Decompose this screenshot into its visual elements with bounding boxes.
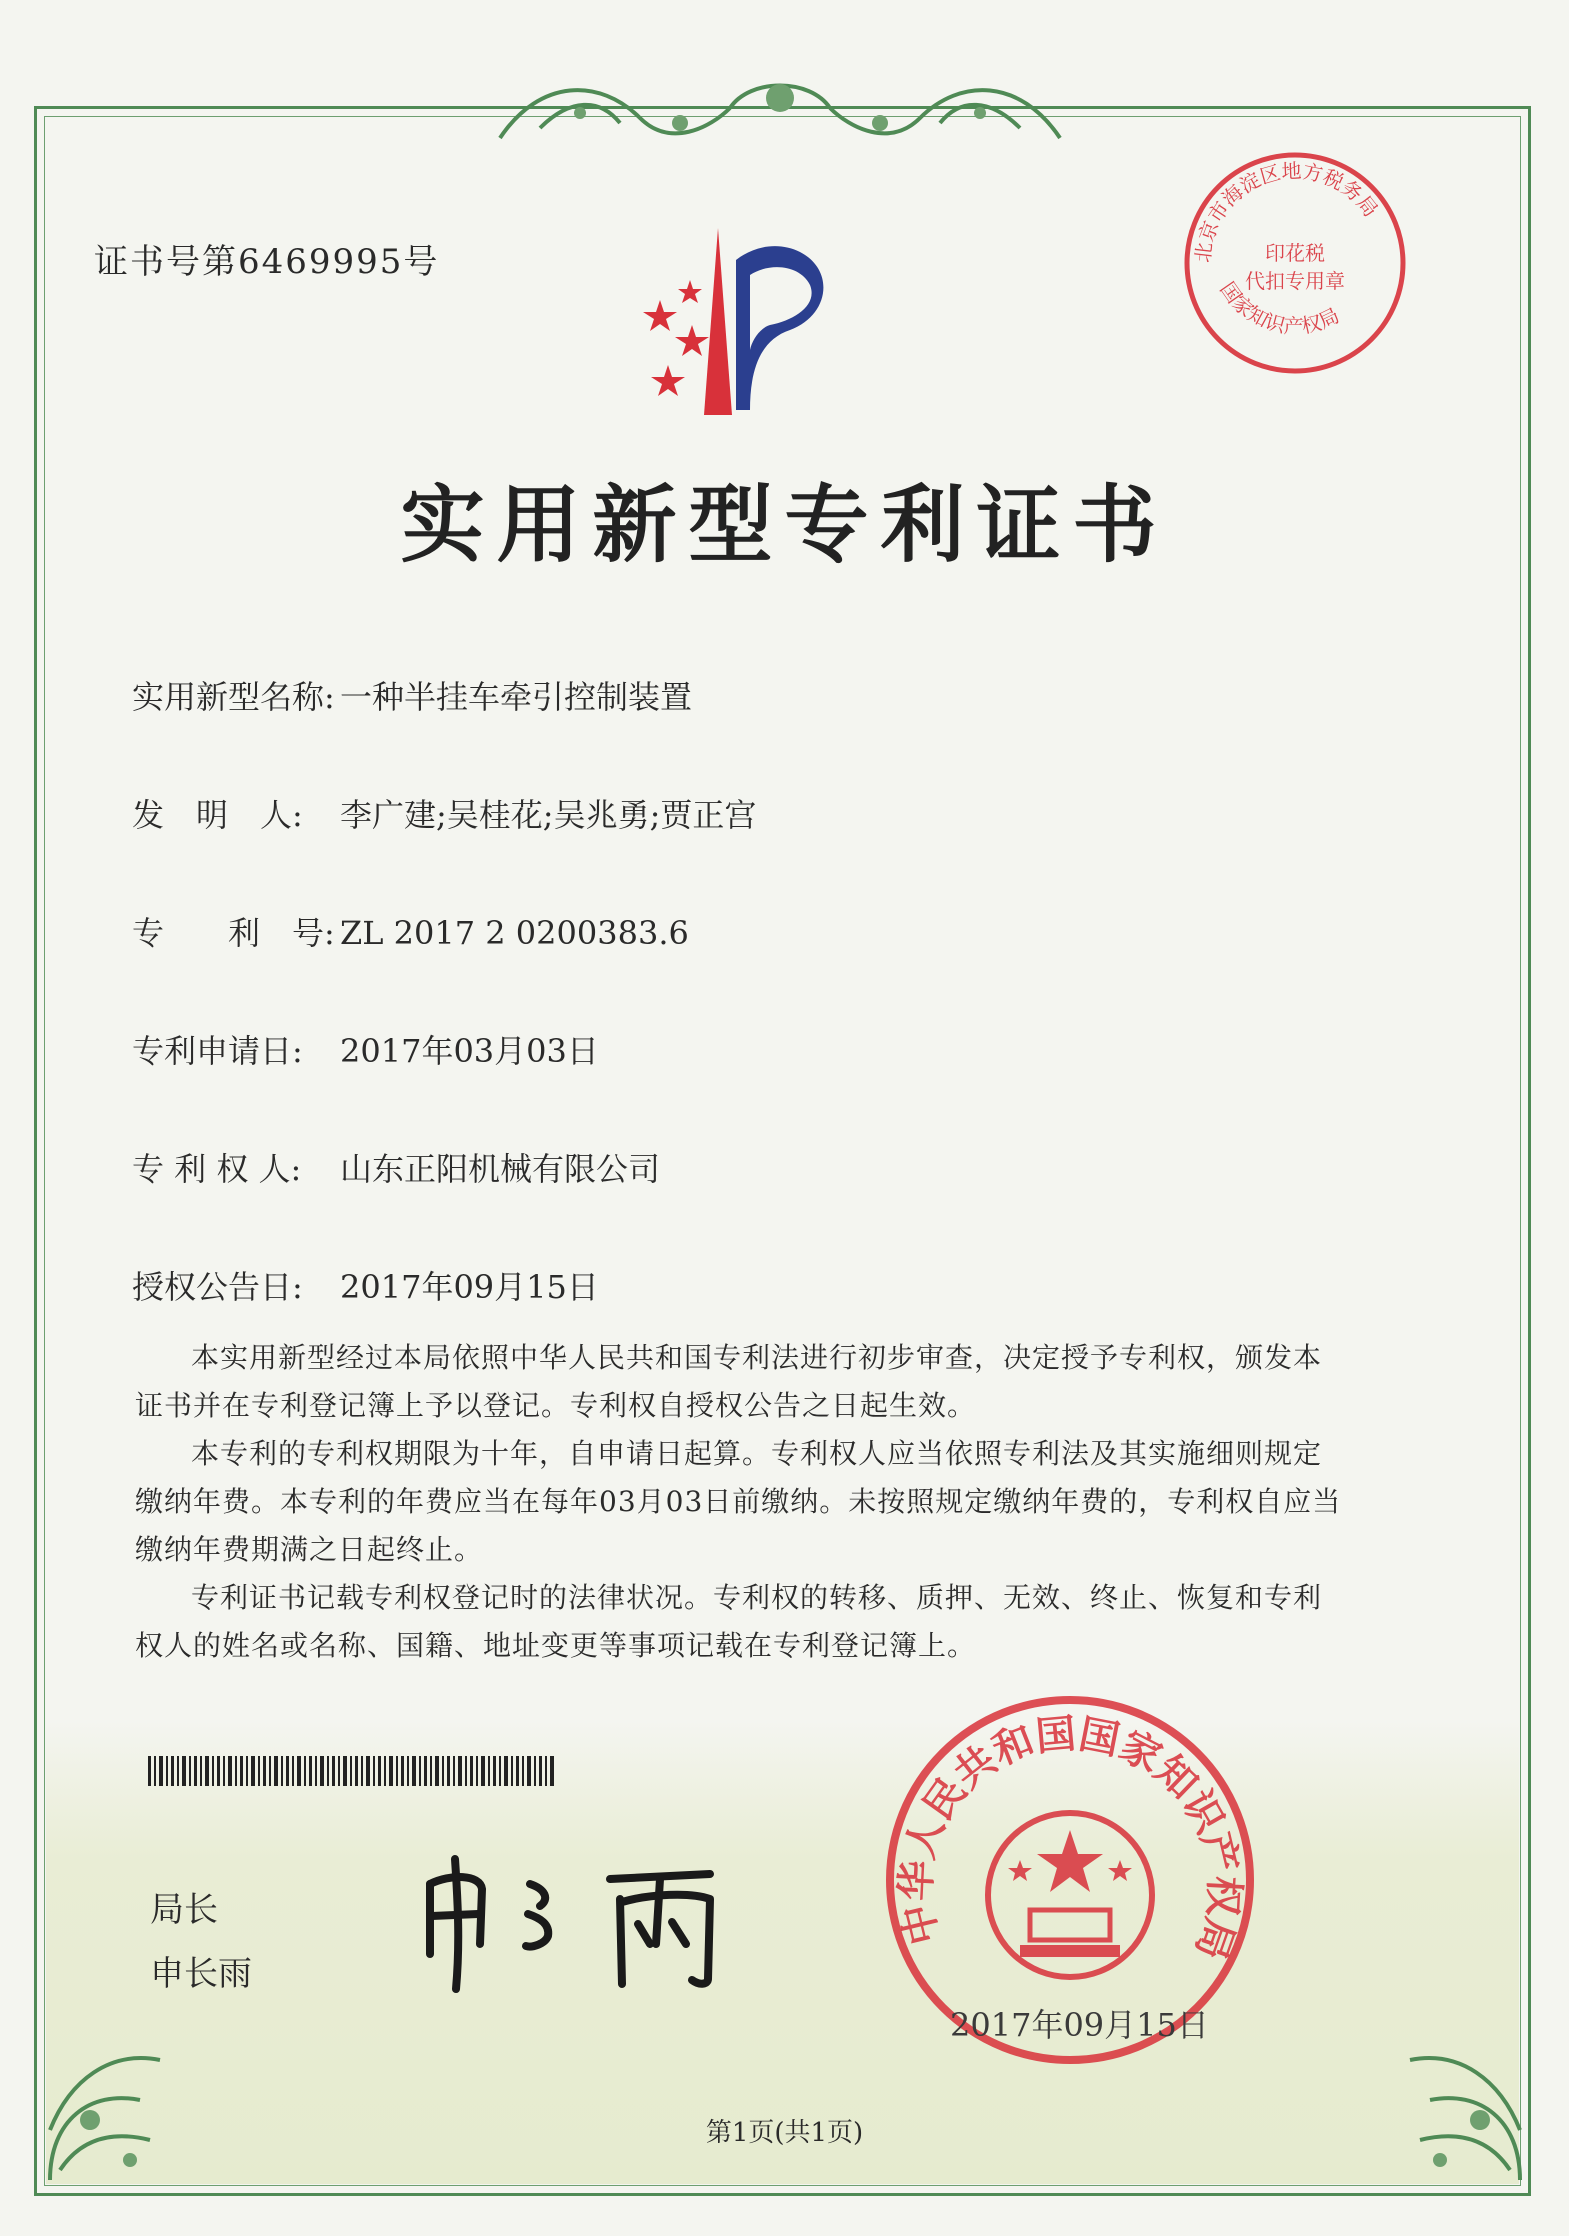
svg-text:北京市海淀区地方税务局: 北京市海淀区地方税务局 bbox=[1190, 158, 1383, 264]
field-utility-model-name bbox=[132, 672, 692, 718]
field-value: ZL 2017 2 0200383.6 bbox=[340, 914, 689, 952]
field-grant-date bbox=[132, 1262, 599, 1308]
certificate-number: 证书号第6469995号 bbox=[94, 242, 440, 282]
bottom-right-ornament-icon bbox=[1390, 2010, 1540, 2190]
field-label: 实用新型名称: bbox=[132, 678, 335, 716]
field-label: 授权公告日: bbox=[132, 1268, 303, 1306]
field-value: 2017年03月03日 bbox=[340, 1032, 599, 1070]
field-label: 专 利 号: bbox=[132, 914, 335, 952]
field-patentee bbox=[132, 1144, 660, 1190]
page-number: 第1页(共1页) bbox=[705, 2118, 864, 2148]
field-value: 山东正阳机械有限公司 bbox=[340, 1150, 661, 1188]
svg-text:国家知识产权局: 国家知识产权局 bbox=[1215, 277, 1344, 339]
field-value: 李广建;吴桂花;吴兆勇;贾正宫 bbox=[340, 796, 757, 834]
issue-date: 2017年09月15日 bbox=[950, 2006, 1209, 2044]
director-name: 申长雨 bbox=[150, 1954, 252, 1994]
certificate-body bbox=[135, 1334, 1345, 1670]
top-ornament-icon bbox=[480, 68, 1080, 158]
field-application-date bbox=[132, 1026, 599, 1072]
field-label: 发 明 人: bbox=[132, 796, 303, 834]
svg-text:印花税: 印花税 bbox=[1265, 241, 1325, 265]
field-label: 专 利 权 人: bbox=[132, 1150, 302, 1188]
svg-text:代扣专用章: 代扣专用章 bbox=[1245, 269, 1345, 293]
svg-text:中华人民共和国国家知识产权局: 中华人民共和国国家知识产权局 bbox=[893, 1710, 1247, 1966]
body-paragraph-3: 专利证书记载专利权登记时的法律状况。专利权的转移、质押、无效、终止、恢复和专利权人的姓名或名称、国籍、地址变更等事项记载在专利登记簿上。 bbox=[135, 1581, 1323, 1662]
field-value: 2017年09月15日 bbox=[340, 1268, 599, 1306]
field-patent-number bbox=[132, 908, 689, 954]
certificate-title: 实用新型专利证书 bbox=[400, 476, 1169, 574]
director-title: 局长 bbox=[150, 1890, 218, 1930]
field-label: 专利申请日: bbox=[132, 1032, 303, 1070]
body-paragraph-1: 本实用新型经过本局依照中华人民共和国专利法进行初步审查，决定授予专利权，颁发本证书并在专利登记簿上予以登记。专利权自授权公告之日起生效。 bbox=[135, 1341, 1323, 1422]
patent-office-logo-icon bbox=[600, 220, 860, 420]
director-signature-icon bbox=[410, 1844, 770, 1994]
stamp-duty-seal-icon bbox=[1180, 148, 1410, 378]
body-paragraph-2: 本专利的专利权期限为十年，自申请日起算。专利权人应当依照专利法及其实施细则规定缴纳年费。本专利的年费应当在每年03月03日前缴纳。未按照规定缴纳年费的，专利权自应当缴纳年费期满之日起终止。 bbox=[135, 1437, 1342, 1566]
bottom-left-ornament-icon bbox=[30, 2010, 180, 2190]
field-value: 一种半挂车牵引控制装置 bbox=[340, 678, 693, 716]
barcode-icon bbox=[148, 1756, 558, 1786]
field-inventors bbox=[132, 790, 756, 836]
